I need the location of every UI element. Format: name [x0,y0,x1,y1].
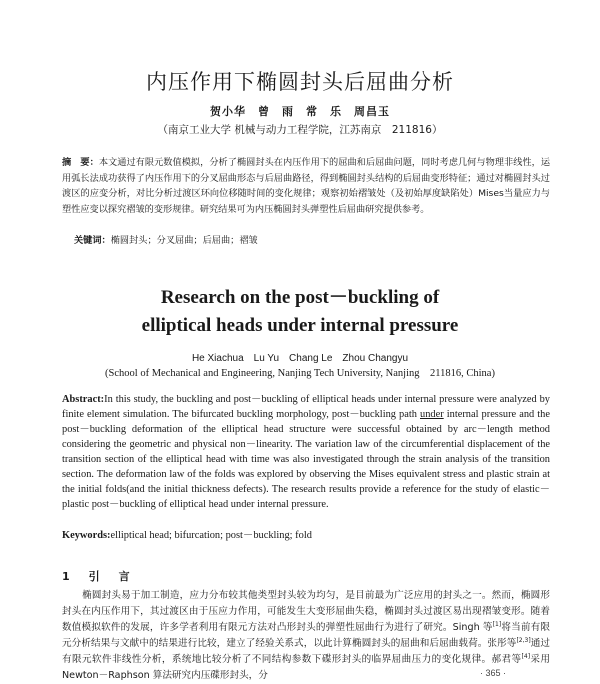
english-keywords-label: Keywords: [62,530,111,541]
intro-text-4: 采用 Newton－Raphson 算法研究内压碟形封头，分 [62,654,551,681]
citation-ref-3: [4] [521,652,531,660]
intro-text-3: 通过有限元软件非线性分析，系统地比较分析了不同结构参数下碟形封头的临界屈曲压力的变化规律。郝君等 [62,638,551,665]
english-authors: He Xiachua Lu Yu Chang Le Zhou Changyu [191,353,409,364]
chinese-title: 内压作用下椭圆封头后屈曲分析 [146,70,454,94]
citation-ref-1: [1] [492,620,502,628]
english-abstract-underlined-word: under [420,409,444,420]
page-number: · 365 · [480,668,507,678]
chinese-abstract-label: 摘 要： [62,157,99,168]
intro-text-2: 将当前有限元分析结果与文献中的结果进行比较，建立了经验关系式，以此计算椭圆封头的屈曲和后屈曲载荷。张彤等 [62,622,551,649]
chinese-keywords-text: 椭圆封头；分叉屈曲；后屈曲；褶皱 [110,235,258,246]
english-keywords [62,528,550,543]
english-affiliation: (School of Mechanical and Engineering, Nanjing Tech University, Nanjing 211816, China) [105,368,495,379]
chinese-keywords [74,233,544,248]
english-keywords-text: elliptical head; bifurcation; post－buckling; fold [110,530,312,541]
english-abstract-text-2: internal pressure and the post－buckling deformation of the elliptical head structure were successful obtained by arc－length method considering the geometric and physical non－linearity. The variation law of the circumferential displacement of the transition section of the elliptical head with time was also investigated through the strain analysis of the transition section. The deformation law of the folds was explored by observing the Mises equivalent stress and plastic strain at the initial folds(and the initial thickness defects). The research results provide a reference for the study of elastic－plastic post－buckling of elliptical head under internal pressure. [62,409,550,510]
chinese-affiliation: （南京工业大学 机械与动力工程学院，江苏南京 211816） [157,124,443,136]
english-title-line-1: Research on the post－buckling of [160,287,440,308]
english-abstract-text-1: In this study, the buckling and post－buckling of elliptical heads under internal pressure were analyzed by finite element simulation. The bifurcated buckling morphology, post－buckling path [62,394,550,420]
english-title [0,284,600,340]
introduction-paragraph [62,588,550,684]
chinese-abstract-text: 本文通过有限元数值模拟，分析了椭圆封头在内压作用下的屈曲和后屈曲问题，同时考虑几何与物理非线性，运用弧长法成功获得了内压作用下的分叉屈曲形态与后屈曲路径，得到椭圆封头结构的后屈曲变形特征；通过对椭圆封头过渡区的应变分析，对比分析过渡区环向位移随时间的变化规律；观察初始褶皱处（及初始厚度缺陷处）Mises当量应力与塑性应变以探究褶皱的变形规律。研究结果可为内压椭圆封头弹塑性后屈曲研究提供参考。 [62,157,551,215]
citation-ref-2: [2,3] [516,636,531,644]
english-abstract-label: Abstract: [62,394,105,405]
english-title-line-2: elliptical heads under internal pressure [141,315,459,336]
section-heading-introduction: 1 引 言 [62,570,134,583]
english-abstract [62,392,550,512]
chinese-abstract [62,155,550,217]
chinese-authors: 贺小华 曾 雨 常 乐 周昌玉 [210,105,390,118]
chinese-keywords-label: 关键词： [74,235,111,246]
intro-text-1: 椭圆封头易于加工制造，应力分布较其他类型封头较为均匀，是目前最为广泛应用的封头之一。然而，椭圆形封头在内压作用下，其过渡区由于压应力作用，可能发生大变形屈曲失稳，椭圆封头过渡区易出现褶皱变形。随着数值模拟软件的发展，许多学者利用有限元方法对凸形封头的弹塑性屈曲行为进行了研究。Singh 等 [62,590,550,633]
